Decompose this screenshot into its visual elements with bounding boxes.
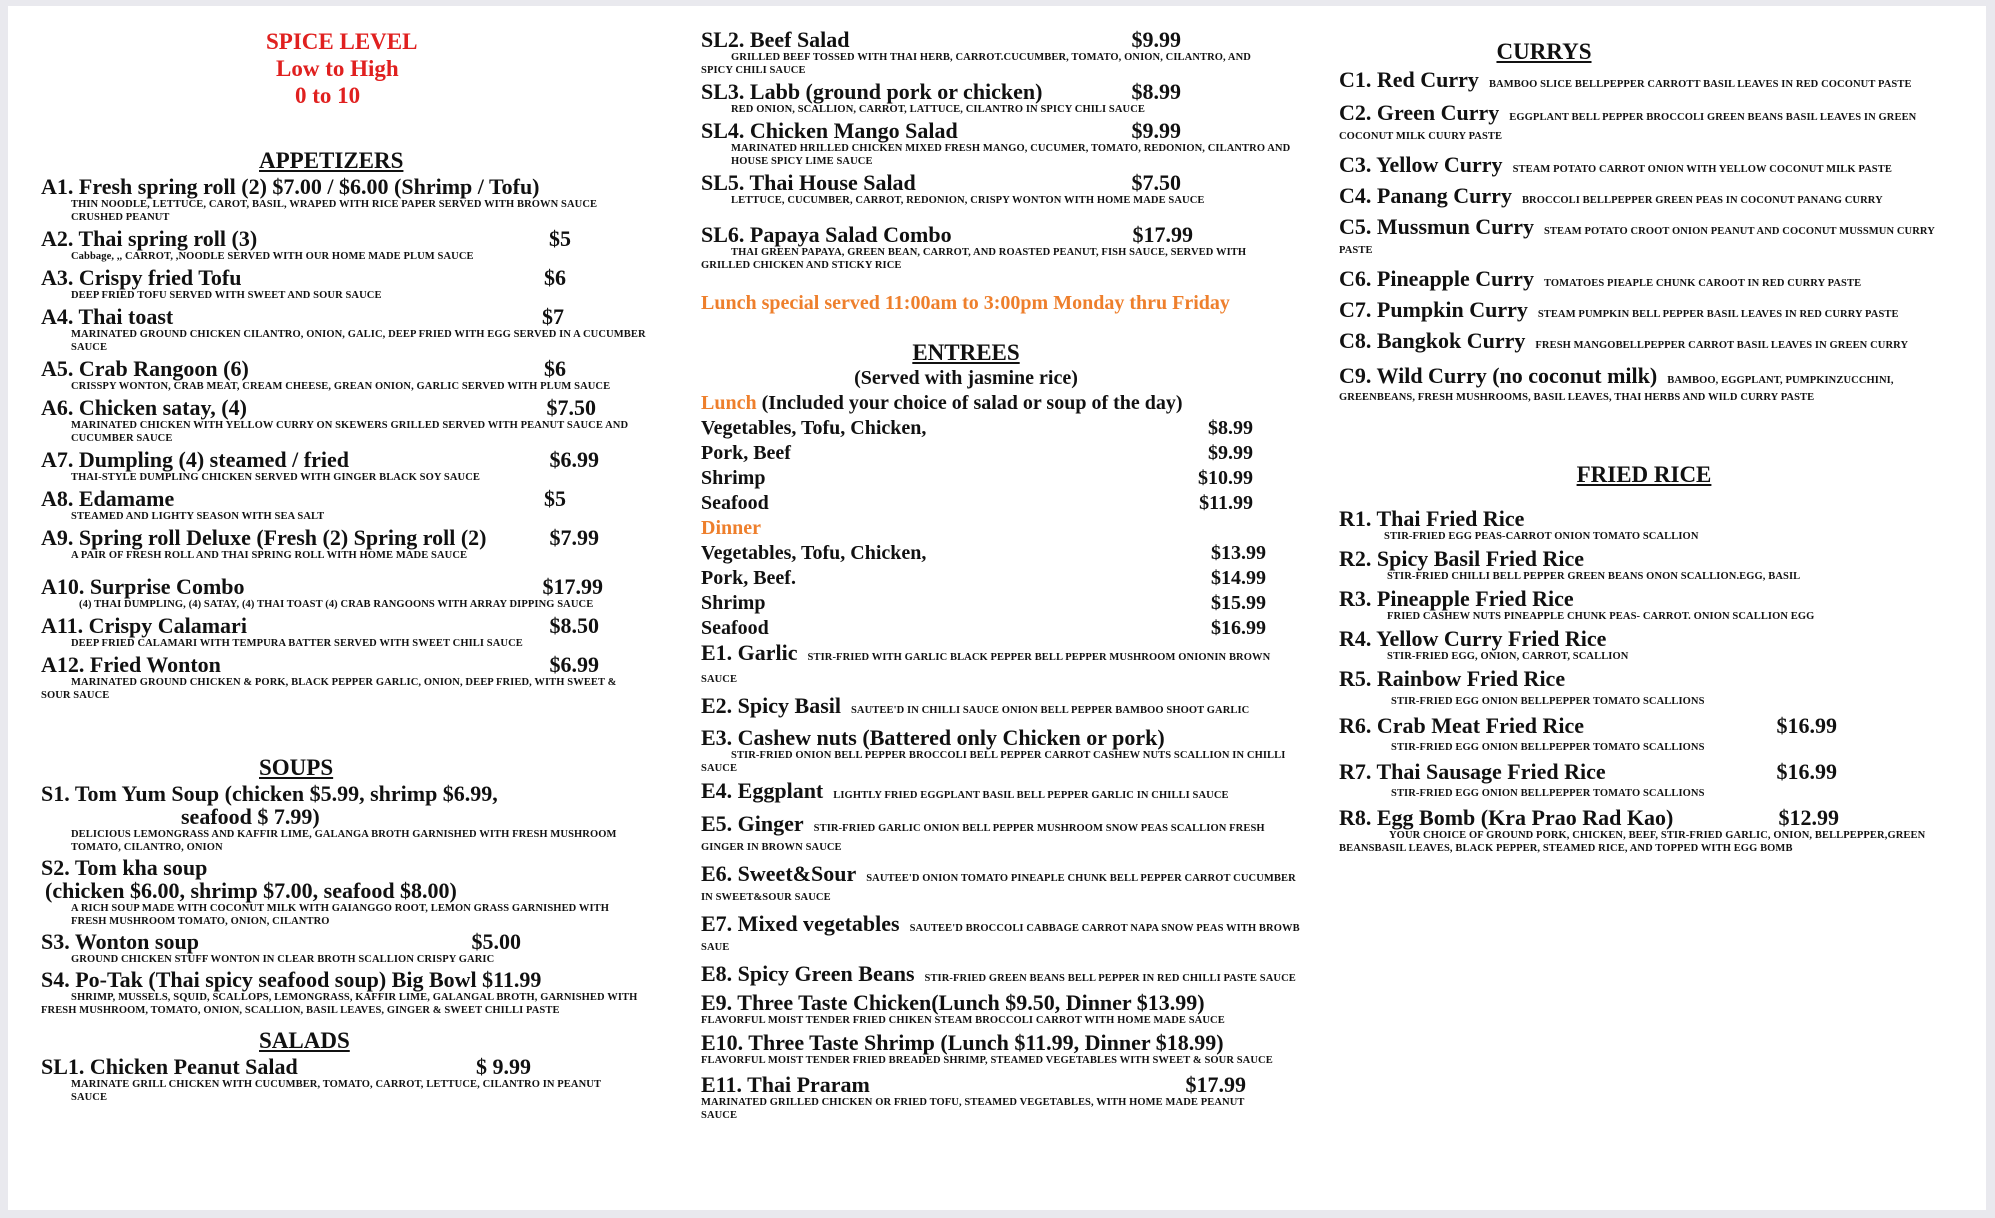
menu-item (701, 912, 1301, 956)
appetizers-list (41, 175, 651, 702)
item-name: E2. Spicy Basil (701, 693, 841, 718)
item-price: $17.99 (1185, 1072, 1246, 1097)
item-name: S4. Po-Tak (Thai spicy seafood soup) Big Bowl $11.99 (41, 967, 542, 992)
item-price: $7.50 (1131, 170, 1181, 195)
item-description: BAMBOO, EGGPLANT, PUMPKINZUCCHINI, GREENBEANS, FRESH MUSHROOMS, BASIL LEAVES, THAI HERBS AND WILD CURRY PASTE (1339, 375, 1894, 403)
item-description: Cabbage, ,, CARROT, ,NOODLE SERVED WITH OUR HOME MADE PLUM SAUCE (71, 251, 474, 262)
item-price: $7 (542, 304, 564, 329)
menu-item (1339, 806, 1959, 855)
protein-label: Pork, Beef (701, 442, 791, 464)
item-name: A12. Fried Wonton (41, 652, 221, 677)
item-description: TOMATOES PIEAPLE CHUNK CAROOT IN RED CURRY PASTE (1543, 278, 1862, 289)
menu-item (1339, 68, 1959, 93)
item-description: DELICIOUS LEMONGRASS AND KAFFIR LIME, GALANGA BROTH GARNISHED WITH FRESH MUSHROOM TOMATO, CILANTRO, ONION (71, 829, 617, 853)
lunch-label: Lunch (701, 392, 757, 414)
item-description: STIR-FRIED GREEN BEANS BELL PEPPER IN RED CHILLI PASTE SAUCE (924, 973, 1296, 984)
price-row (701, 466, 1253, 491)
item-description: SHRIMP, MUSSELS, SQUID, SCALLOPS, LEMONGRASS, KAFFIR LIME, GALANGAL BROTH, GARNISHED WITH FRESH MUSHROOM, TOMATO, ONION, SCALLION, BASIL LEAVES, GINGER & SWEET CHILLI PASTE (41, 992, 638, 1016)
item-name: C6. Pineapple Curry (1339, 266, 1534, 291)
menu-item (41, 968, 651, 1017)
protein-price: $16.99 (1211, 617, 1266, 639)
item-name: C9. Wild Curry (no coconut milk) (1339, 363, 1658, 388)
menu-item (1339, 101, 1959, 145)
item-price: $12.99 (1778, 805, 1839, 830)
item-name: C1. Red Curry (1339, 67, 1479, 92)
item-description: THIN NOODLE, LETTUCE, CAROT, BASIL, WRAPED WITH RICE PAPER SERVED WITH BROWN SAUCE CRUSHED PEANUT (71, 199, 598, 223)
protein-price: $8.99 (1208, 417, 1253, 439)
item-name: SL4. Chicken Mango Salad (701, 118, 958, 143)
item-name: R6. Crab Meat Fried Rice (1339, 713, 1584, 738)
item-price: $6 (544, 265, 566, 290)
soups-list (41, 782, 651, 1017)
protein-label: Seafood (701, 492, 769, 514)
item-price: $ 9.99 (476, 1054, 531, 1079)
menu-column-2 (701, 28, 1306, 1122)
menu-item (1339, 714, 1959, 754)
menu-item (701, 28, 1306, 77)
item-description: STIR-FRIED EGG PEAS-CARROT ONION TOMATO SCALLION (1384, 531, 1699, 542)
item-name: SL1. Chicken Peanut Salad (41, 1054, 298, 1079)
item-name: A11. Crispy Calamari (41, 613, 247, 638)
item-name: E11. Thai Praram (701, 1072, 870, 1097)
item-price: $5 (544, 486, 566, 511)
item-name: A3. Crispy fried Tofu (41, 265, 242, 290)
menu-item (701, 779, 1301, 806)
item-name: R2. Spicy Basil Fried Rice (1339, 546, 1585, 571)
menu-item (1339, 667, 1959, 708)
item-price: $6 (544, 356, 566, 381)
salads-list (701, 28, 1306, 272)
menu-item (1339, 627, 1959, 663)
item-description: MARINATED HRILLED CHICKEN MIXED FRESH MANGO, CUCUMER, TOMATO, REDONION, CILANTRO AND HOUSE SPICY LIME SAUCE (731, 143, 1291, 167)
item-name: S2. Tom kha soup (41, 855, 208, 880)
item-name: A7. Dumpling (4) steamed / fried (41, 447, 349, 472)
menu-item (701, 119, 1306, 168)
protein-label: Pork, Beef. (701, 567, 796, 589)
item-price: $7.99 (549, 525, 599, 550)
item-description: (4) THAI DUMPLING, (4) SATAY, (4) THAI TOAST (4) CRAB RANGOONS WITH ARRAY DIPPING SAUCE (79, 599, 594, 610)
protein-label: Shrimp (701, 592, 766, 614)
item-price: $17.99 (542, 574, 603, 599)
menu-item (41, 575, 651, 611)
item-description: STIR-FRIED EGG ONION BELLPEPPER TOMATO SCALLIONS (1391, 742, 1705, 753)
item-name: C2. Green Curry (1339, 100, 1500, 125)
item-price: $17.99 (1132, 222, 1193, 247)
item-description: STEAMED AND LIGHTY SEASON WITH SEA SALT (71, 511, 325, 522)
item-name: R3. Pineapple Fried Rice (1339, 586, 1574, 611)
dinner-price-table (701, 541, 1266, 641)
protein-label: Seafood (701, 617, 769, 639)
item-name: S1. Tom Yum Soup (chicken $5.99, shrimp $6.99, (41, 781, 498, 806)
protein-label: Vegetables, Tofu, Chicken, (701, 542, 927, 564)
item-price: $5 (549, 226, 571, 251)
protein-price: $13.99 (1211, 542, 1266, 564)
price-row (701, 591, 1266, 616)
item-price: $5.00 (471, 929, 521, 954)
item-description: STIR-FRIED ONION BELL PEPPER BROCCOLI BELL PEPPER CARROT CASHEW NUTS SCALLION IN CHILLI SAUCE (701, 750, 1286, 774)
menu-item (41, 396, 651, 445)
item-description: FLAVORFUL MOIST TENDER FRIED CHIKEN STEAM BROCCOLI CARROT WITH HOME MADE SAUCE (701, 1015, 1225, 1026)
item-name: A5. Crab Rangoon (6) (41, 356, 249, 381)
protein-price: $10.99 (1198, 467, 1253, 489)
dinner-label: Dinner (701, 517, 761, 539)
menu-item (41, 782, 651, 854)
item-description: DEEP FRIED TOFU SERVED WITH SWEET AND SOUR SAUCE (71, 290, 382, 301)
spice-level-range: Low to High (276, 56, 399, 81)
menu-item (41, 526, 651, 562)
menu-item (701, 223, 1306, 272)
item-name: SL2. Beef Salad (701, 27, 850, 52)
menu-item (1339, 507, 1959, 543)
protein-price: $9.99 (1208, 442, 1253, 464)
item-name: SL6. Papaya Salad Combo (701, 222, 952, 247)
item-description: A RICH SOUP MADE WITH COCONUT MILK WITH GAIANGGO ROOT, LEMON GRASS GARNISHED WITH FRESH MUSHROOM TOMATO, ONION, CILANTRO (71, 903, 610, 927)
menu-item (701, 962, 1301, 987)
menu-item (41, 1055, 651, 1104)
price-row (701, 566, 1266, 591)
menu-item (41, 614, 651, 650)
lunch-price-table (701, 416, 1253, 516)
item-description: MARINATE GRILL CHICKEN WITH CUCUMBER, TOMATO, CARROT, LETTUCE, CILANTRO IN PEANUT SAUCE (71, 1079, 601, 1103)
item-name: E10. Three Taste Shrimp (Lunch $11.99, Dinner $18.99) (701, 1030, 1224, 1055)
menu-item (41, 487, 651, 523)
item-description: SAUTEE'D ONION TOMATO PINEAPLE CHUNK BELL PEPPER CARROT CUCUMBER IN SWEET&SOUR SAUCE (701, 873, 1296, 903)
protein-price: $11.99 (1199, 492, 1253, 514)
menu-item (1339, 298, 1959, 325)
item-name: A1. Fresh spring roll (2) $7.00 / $6.00 (Shrimp / Tofu) (41, 174, 540, 199)
item-description: STIR-FRIED GARLIC ONION BELL PEPPER MUSHROOM SNOW PEAS SCALLION FRESH GINGER IN BROWN SAUCE (701, 823, 1265, 853)
spice-level-scale: 0 to 10 (295, 83, 361, 108)
item-name: E6. Sweet&Sour (701, 861, 857, 886)
menu-item (701, 726, 1301, 775)
protein-label: Shrimp (701, 467, 766, 489)
item-description: BROCCOLI BELLPEPPER GREEN PEAS IN COCONUT PANANG CURRY (1521, 195, 1883, 206)
soups-title: SOUPS (259, 755, 334, 780)
spice-level-title: SPICE LEVEL (266, 29, 418, 54)
item-description: GROUND CHICKEN STUFF WONTON IN CLEAR BROTH SCALLION CRISPY GARIC (71, 954, 495, 965)
item-price: $6.99 (549, 652, 599, 677)
item-description: CRISSPY WONTON, CRAB MEAT, CREAM CHEESE, GREAN ONION, GARLIC SERVED WITH PLUM SAUCE (71, 381, 611, 392)
item-description: BAMBOO SLICE BELLPEPPER CARROTT BASIL LEAVES IN RED COCONUT PASTE (1488, 79, 1912, 90)
item-name: E1. Garlic (701, 640, 798, 665)
item-name: A2. Thai spring roll (3) (41, 226, 258, 251)
protein-price: $15.99 (1211, 592, 1266, 614)
menu-item (41, 930, 651, 966)
item-description: FRESH MANGOBELLPEPPER CARROT BASIL LEAVES IN GREEN CURRY (1535, 340, 1909, 351)
item-description: STIR-FRIED CHILLI BELL PEPPER GREEN BEANS ONON SCALLION.EGG, BASIL (1387, 571, 1801, 582)
menu-item (1339, 329, 1959, 354)
item-name: A10. Surprise Combo (41, 574, 245, 599)
item-name: C7. Pumpkin Curry (1339, 297, 1528, 322)
item-description: STIR-FRIED WITH GARLIC BLACK PEPPER BELL PEPPER MUSHROOM ONIONIN BROWN SAUCE (701, 652, 1271, 685)
item-name: A4. Thai toast (41, 304, 174, 329)
item-name: R8. Egg Bomb (Kra Prao Rad Kao) (1339, 805, 1674, 830)
item-description: THAI-STYLE DUMPLING CHICKEN SERVED WITH GINGER BLACK SOY SAUCE (71, 472, 480, 483)
menu-item (41, 266, 651, 302)
item-name: C8. Bangkok Curry (1339, 328, 1526, 353)
item-name: C5. Mussmun Curry (1339, 214, 1534, 239)
menu-item (41, 175, 651, 224)
item-description: STEAM POTATO CARROT ONION WITH YELLOW COCONUT MILK PASTE (1512, 164, 1892, 175)
appetizers-title: APPETIZERS (259, 148, 404, 173)
item-description: SAUTEE'D IN CHILLI SAUCE ONION BELL PEPPER BAMBOO SHOOT GARLIC (850, 705, 1250, 716)
item-name: A8. Edamame (41, 486, 175, 511)
item-price: $6.99 (549, 447, 599, 472)
menu-item (1339, 267, 1959, 294)
menu-item (701, 80, 1306, 116)
item-name: E7. Mixed vegetables (701, 911, 900, 936)
menu-item (41, 305, 651, 354)
price-row (701, 616, 1266, 641)
item-name-line2: seafood $ 7.99) (181, 804, 320, 829)
menu-item (701, 812, 1301, 856)
item-name: SL3. Labb (ground pork or chicken) (701, 79, 1043, 104)
currys-list (1339, 68, 1959, 405)
item-name: E3. Cashew nuts (Battered only Chicken or pork) (701, 725, 1165, 750)
item-description: GRILLED BEEF TOSSED WITH THAI HERB, CARROT.CUCUMBER, TOMATO, ONION, CILANTRO, AND SPICY CHILI SAUCE (701, 52, 1251, 76)
menu-item (1339, 184, 1959, 211)
menu-column-3 (1339, 38, 1959, 855)
menu-item (1339, 215, 1959, 259)
menu-item (41, 357, 651, 393)
item-name: R4. Yellow Curry Fried Rice (1339, 626, 1607, 651)
item-description: DEEP FRIED CALAMARI WITH TEMPURA BATTER SERVED WITH SWEET CHILI SAUCE (71, 638, 523, 649)
item-name: R7. Thai Sausage Fried Rice (1339, 759, 1606, 784)
item-name: A6. Chicken satay, (4) (41, 395, 247, 420)
item-name-line2: (chicken $6.00, shrimp $7.00, seafood $8.00) (45, 878, 457, 903)
menu-item (1339, 587, 1959, 623)
menu-item (701, 1073, 1301, 1122)
item-description: MARINATED GRILLED CHICKEN OR FRIED TOFU, STEAMED VEGETABLES, WITH HOME MADE PEANUT SAUCE (701, 1097, 1245, 1121)
item-name: E8. Spicy Green Beans (701, 961, 915, 986)
item-description: STIR-FRIED EGG ONION BELLPEPPER TOMATO SCALLIONS (1391, 788, 1705, 799)
item-name: E4. Eggplant (701, 778, 824, 803)
item-description: FLAVORFUL MOIST TENDER FRIED BREADED SHRIMP, STEAMED VEGETABLES WITH SWEET & SOUR SAUCE (701, 1055, 1273, 1066)
item-name: A9. Spring roll Deluxe (Fresh (2) Spring roll (2) (41, 525, 487, 550)
lunch-special-note: Lunch special served 11:00am to 3:00pm Monday thru Friday (701, 292, 1230, 314)
menu-page (8, 6, 1986, 1210)
menu-item (701, 694, 1301, 720)
salads-title: SALADS (259, 1028, 350, 1053)
item-price: $16.99 (1776, 713, 1837, 738)
item-description: MARINATED CHICKEN WITH YELLOW CURRY ON SKEWERS GRILLED SERVED WITH PEANUT SAUCE AND CUCUMBER SAUCE (71, 420, 629, 444)
price-row (701, 416, 1253, 441)
item-name: C4. Panang Curry (1339, 183, 1512, 208)
fried-rice-title: FRIED RICE (1576, 462, 1712, 487)
item-description: MARINATED GROUND CHICKEN & PORK, BLACK PEPPER GARLIC, ONION, DEEP FRIED, WITH SWEET & SOUR SAUCE (41, 677, 617, 701)
item-name: SL5. Thai House Salad (701, 170, 916, 195)
item-price: $16.99 (1776, 759, 1837, 784)
item-description: STEAM POTATO CROOT ONION PEANUT AND COCONUT MUSSMUN CURRY PASTE (1339, 226, 1935, 256)
item-description: STEAM PUMPKIN BELL PEPPER BASIL LEAVES IN RED CURRY PASTE (1537, 309, 1899, 320)
item-description: STIR-FRIED EGG ONION BELLPEPPER TOMATO SCALLIONS (1391, 696, 1705, 707)
item-price: $8.50 (549, 613, 599, 638)
item-description: EGGPLANT BELL PEPPER BROCCOLI GREEN BEANS BASIL LEAVES IN GREEN COCONUT MILK CUURY PASTE (1339, 112, 1917, 142)
lunch-note: (Included your choice of salad or soup of the day) (756, 392, 1183, 414)
item-description: FRIED CASHEW NUTS PINEAPPLE CHUNK PEAS- CARROT. ONION SCALLION EGG (1387, 611, 1815, 622)
menu-item (701, 862, 1301, 906)
item-description: SAUTEE'D BROCCOLI CABBAGE CARROT NAPA SNOW PEAS WITH BROWB SAUE (701, 923, 1300, 953)
item-description: LETTUCE, CUCUMBER, CARROT, REDONION, CRISPY WONTON WITH HOME MADE SAUCE (731, 195, 1205, 206)
menu-item (701, 171, 1306, 207)
menu-item (41, 448, 651, 484)
fried-rice-list (1339, 507, 1959, 855)
item-name: E5. Ginger (701, 811, 804, 836)
spice-level-legend (266, 28, 651, 109)
currys-title: CURRYS (1496, 39, 1592, 64)
protein-price: $14.99 (1211, 567, 1266, 589)
item-name: S3. Wonton soup (41, 929, 199, 954)
price-row (701, 491, 1253, 516)
item-description: MARINATED GROUND CHICKEN CILANTRO, ONION, GALIC, DEEP FRIED WITH EGG SERVED IN A CUCUMBER SAUCE (71, 329, 646, 353)
item-name: R5. Rainbow Fried Rice (1339, 666, 1566, 691)
item-name: E9. Three Taste Chicken(Lunch $9.50, Dinner $13.99) (701, 990, 1205, 1015)
protein-label: Vegetables, Tofu, Chicken, (701, 417, 927, 439)
lunch-line (701, 390, 1306, 416)
item-description: RED ONION, SCALLION, CARROT, LATTUCE, CILANTRO IN SPICY CHILI SAUCE (731, 104, 1146, 115)
menu-column-1 (41, 28, 651, 1104)
menu-item (701, 641, 1301, 690)
menu-item (41, 856, 651, 928)
menu-item (1339, 153, 1959, 180)
menu-item (41, 227, 651, 263)
entrees-subtitle: (Served with jasmine rice) (854, 367, 1078, 389)
item-price: $8.99 (1131, 79, 1181, 104)
item-description: A PAIR OF FRESH ROLL AND THAI SPRING ROLL WITH HOME MADE SAUCE (71, 550, 468, 561)
item-name: R1. Thai Fried Rice (1339, 506, 1525, 531)
menu-item (1339, 547, 1959, 583)
menu-item (1339, 760, 1959, 800)
menu-item (41, 653, 651, 702)
entrees-list (701, 641, 1301, 1122)
item-price: $7.50 (546, 395, 596, 420)
item-description: THAI GREEN PAPAYA, GREEN BEAN, CARROT, AND ROASTED PEANUT, FISH SAUCE, SERVED WITH GRILLED CHICKEN AND STICKY RICE (701, 247, 1247, 271)
item-price: $9.99 (1131, 27, 1181, 52)
price-row (701, 441, 1253, 466)
item-description: STIR-FRIED EGG, ONION, CARROT, SCALLION (1387, 651, 1629, 662)
menu-item (701, 991, 1301, 1027)
menu-item (1339, 364, 1959, 405)
menu-item (701, 1031, 1301, 1067)
item-description: LIGHTLY FRIED EGGPLANT BASIL BELL PEPPER GARLIC IN CHILLI SAUCE (833, 790, 1229, 801)
item-name: C3. Yellow Curry (1339, 152, 1503, 177)
item-description: YOUR CHOICE OF GROUND PORK, CHICKEN, BEEF, STIR-FRIED GARLIC, ONION, BELLPEPPER,GREEN BEANSBASIL LEAVES, BLACK PEPPER, STEAMED RICE, AND TOPPED WITH EGG BOMB (1339, 830, 1926, 854)
entrees-title: ENTREES (912, 340, 1020, 365)
item-price: $9.99 (1131, 118, 1181, 143)
price-row (701, 541, 1266, 566)
